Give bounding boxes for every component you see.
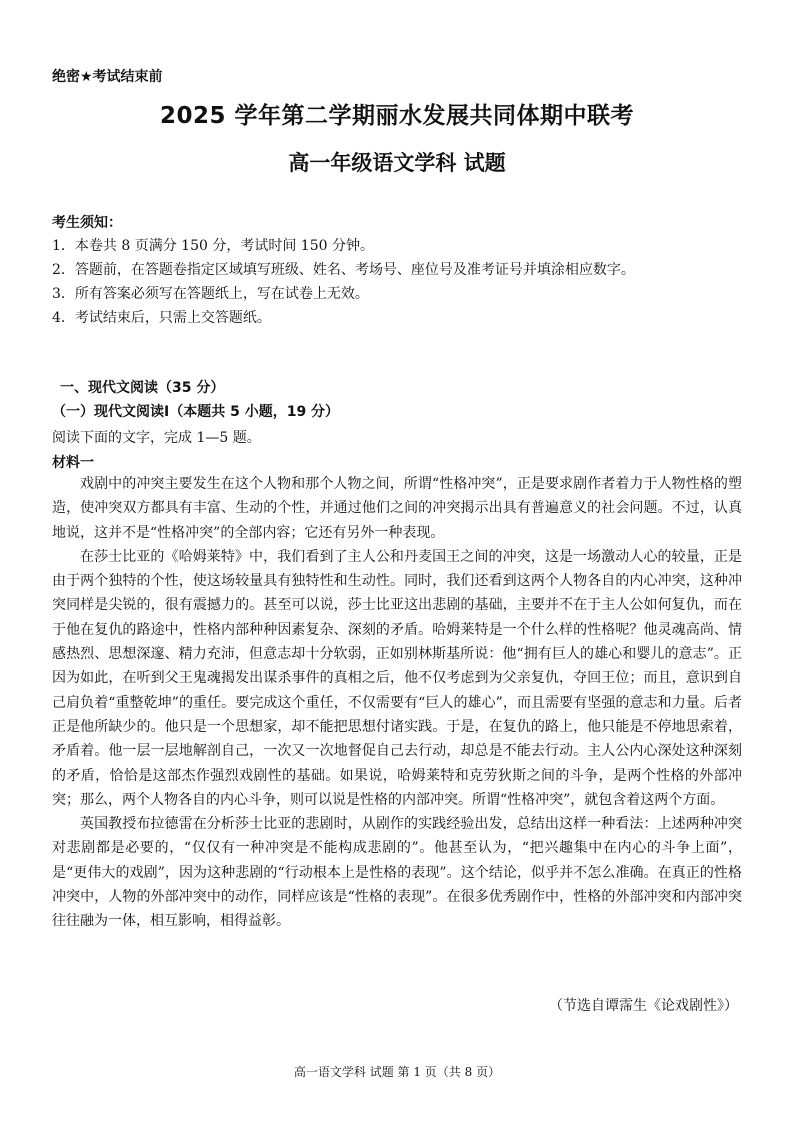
notice-item: 4．考试结束后，只需上交答题纸。 [52, 310, 271, 326]
notice-title: 考生须知： [52, 215, 122, 231]
exam-subtitle: 高一年级语文学科 试题 [288, 151, 506, 175]
section-subheading: （一）现代文阅读Ⅰ（本题共 5 小题，19 分） [52, 404, 340, 420]
paragraph: 在莎士比亚的《哈姆莱特》中，我们看到了主人公和丹麦国王之间的冲突，这是一场激动人心的较量，正是由于两个独特的个性，使这场较量具有独特性和生动性。同时，我们还看到这两个人物各自的内心冲突，这种冲突同样是尖锐的，很有震撼力的。甚至可以说，莎士比亚这出悲剧的基础，主要并不在于主人公如何复仇，而在于他在复仇的路途中，性格内部种种因素复杂、深刻的矛盾。哈姆莱特是一个什么样的性格呢？他灵魂高尚、情感热烈、思想深邃、精力充沛，但意志却十分软弱，正如别林斯基所说：他“拥有巨人的雄心和婴儿的意志”。正因为如此，在听到父王鬼魂揭发出谋杀事件的真相之后，他不仅考虑到为父亲复仇，夺回王位；而且，意识到自己肩负着“重整乾坤”的重任。要完成这个重任，不仅需要有“巨人的雄心”，而且需要有坚强的意志和力量。后者正是他所缺少的。他只是一个思想家，却不能把思想付诸实践。于是，在复仇的路上，他只能是不停地思索着，矛盾着。他一层一层地解剖自己，一次又一次地督促自己去行动，却总是不能去行动。主人公内心深处这种深刻的矛盾，恰恰是这部杰作强烈戏剧性的基础。如果说，哈姆莱特和克劳狄斯之间的斗争，是两个性格的外部冲突；那么，两个人物各自的内心斗争，则可以说是性格的内部冲突。所谓“性格冲突”，就包含着这两个方面。 [52, 548, 742, 808]
paragraph: 戏剧中的冲突主要发生在这个人物和那个人物之间，所谓“性格冲突”，正是要求剧作者着力于人物性格的塑造，使冲突双方都具有丰富、生动的个性，并通过他们之间的冲突揭示出具有普遍意义的社会问题。不过，认真地说，这并不是“性格冲突”的全部内容；它还有另外一种表现。 [52, 476, 742, 541]
notice-list [52, 234, 752, 330]
source-citation: （节选自谭霈生《论戏剧性》） [549, 998, 738, 1014]
notice-item: 1．本卷共 8 页满分 150 分，考试时间 150 分钟。 [52, 238, 374, 254]
section-heading: 一、现代文阅读（35 分） [60, 380, 225, 396]
paragraph: 英国教授布拉德雷在分析莎士比亚的悲剧时，从剧作的实践经验出发，总结出这样一种看法：上述两种冲突对悲剧都是必要的，“仅仅有一种冲突是不能构成悲剧的”。他甚至认为，“把兴趣集中在内心的斗争上面”，是“更伟大的戏剧”，因为这种悲剧的“行动根本上是性格的表现”。这个结论，似乎并不怎么准确。在真正的性格冲突中，人物的外部冲突中的动作，同样应该是“性格的表现”。在很多优秀剧作中，性格的外部冲突和内部冲突往往融为一体，相互影响，相得益彰。 [52, 816, 742, 930]
notice-item: 2．答题前，在答题卷指定区域填写班级、姓名、考场号、座位号及准考证号并填涂相应数字。 [52, 262, 635, 278]
material-label: 材料一 [52, 455, 94, 471]
confidential-label: 绝密★考试结束前 [52, 69, 163, 85]
reading-instruction: 阅读下面的文字，完成 1—5 题。 [52, 430, 261, 446]
material-text [52, 472, 742, 934]
notice-item: 3．所有答案必须写在答题纸上，写在试卷上无效。 [52, 286, 369, 302]
exam-title: 2025 学年第二学期丽水发展共同体期中联考 [159, 103, 635, 129]
page-footer: 高一语文学科 试题 第 1 页（共 8 页） [293, 1065, 501, 1079]
